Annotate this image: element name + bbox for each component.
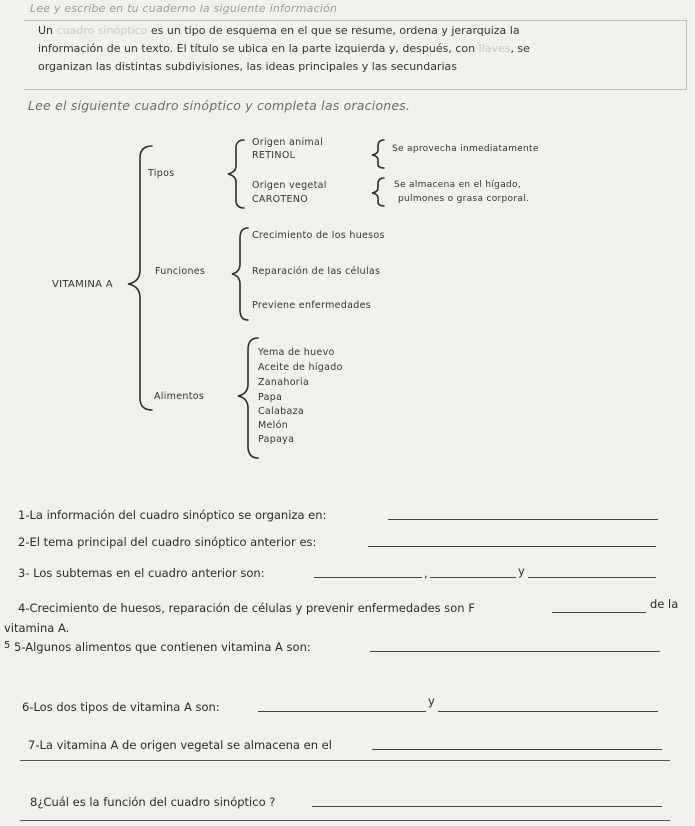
answer-3b-field[interactable] xyxy=(430,565,516,578)
alimento-item: Aceite de hígado xyxy=(258,362,343,373)
alimento-item: Zanahoria xyxy=(258,377,310,388)
tipos-label: Tipos xyxy=(148,168,175,179)
main-bracket xyxy=(128,146,152,410)
caroteno-note-1: Se almacena en el hígado, xyxy=(394,180,521,190)
question-5-text: 5-Algunos alimentos que contienen vitamina A son: xyxy=(14,640,311,654)
margin-mark: 5 xyxy=(4,640,11,651)
root-vitamina-a: VITAMINA A xyxy=(52,279,113,290)
alimento-item: Papa xyxy=(258,392,283,403)
alimentos-bracket xyxy=(238,338,258,458)
funciones-bracket xyxy=(232,228,248,320)
definition-lead: Un xyxy=(38,24,54,37)
retinol-label: RETINOL xyxy=(252,150,296,161)
alimento-item: Yema de huevo xyxy=(258,347,335,358)
funciones-label: Funciones xyxy=(155,266,206,277)
retinol-bracket xyxy=(372,140,384,168)
question-6-text: 6-Los dos tipos de vitamina A son: xyxy=(22,700,220,714)
answer-6b-field[interactable] xyxy=(438,699,658,712)
answer-3a-field[interactable] xyxy=(314,565,422,578)
question-1-text: 1-La información del cuadro sinóptico se organiza en: xyxy=(18,508,327,522)
question-2-text: 2-El tema principal del cuadro sinóptico anterior es: xyxy=(18,535,317,549)
tipos-bracket xyxy=(228,140,244,208)
question-1 xyxy=(18,508,326,522)
answer-1-field[interactable] xyxy=(388,507,658,520)
question-4-continued: vitamina A. xyxy=(4,621,70,635)
question-4-tail: de la xyxy=(650,597,679,611)
instruction-header: Lee y escribe en tu cuaderno la siguiente información xyxy=(30,2,338,15)
definition-line-3: organizan las distintas subdivisiones, las ideas principales y las secundarias xyxy=(38,60,457,73)
origen-animal-label: Origen animal xyxy=(252,137,324,148)
funcion-item: Reparación de las células xyxy=(252,266,381,277)
task-instruction: Lee el siguiente cuadro sinóptico y completa las oraciones. xyxy=(28,98,411,113)
caroteno-note-2: pulmones o grasa corporal. xyxy=(398,194,530,204)
retinol-note: Se aprovecha inmediatamente xyxy=(392,144,539,154)
caroteno-bracket xyxy=(372,178,384,206)
alimento-item: Melón xyxy=(258,420,289,431)
answer-5-field[interactable] xyxy=(370,639,660,652)
question-3-text: 3- Los subtemas en el cuadro anterior son: xyxy=(18,566,265,580)
question-7-text: 7-La vitamina A de origen vegetal se almacena en el xyxy=(28,738,332,752)
alimento-item: Papaya xyxy=(258,434,295,445)
definition-line2-start: información de un texto. El título se ubica en la parte izquierda y, después, con xyxy=(38,42,476,55)
funcion-item: Crecimiento de los huesos xyxy=(252,230,385,241)
definition-faded-term: cuadro sinóptico xyxy=(56,24,148,37)
answer-7-field[interactable] xyxy=(372,737,662,750)
question-4-text: 4-Crecimiento de huesos, reparación de células y prevenir enfermedades son F xyxy=(18,601,475,615)
question-8-text: 8¿Cuál es la función del cuadro sinóptico ? xyxy=(30,795,276,809)
answer-6a-field[interactable] xyxy=(258,699,426,712)
answer-7-extra-line[interactable] xyxy=(20,760,670,761)
question-6-sep: y xyxy=(428,694,435,708)
answer-4-field[interactable] xyxy=(552,600,646,613)
definition-line2-end: , se xyxy=(510,42,530,55)
funcion-item: Previene enfermedades xyxy=(252,300,371,311)
answer-3c-field[interactable] xyxy=(528,565,656,578)
alimentos-label: Alimentos xyxy=(154,391,205,402)
question-3-sep1: , xyxy=(424,566,428,580)
answer-8-field[interactable] xyxy=(312,794,662,807)
alimento-item: Calabaza xyxy=(258,406,304,417)
answer-2-field[interactable] xyxy=(368,534,656,547)
origen-vegetal-label: Origen vegetal xyxy=(252,180,327,191)
answer-8-extra-line[interactable] xyxy=(20,820,670,821)
definition-faded-word: llaves xyxy=(478,42,511,55)
question-3-sep2: y xyxy=(518,564,525,578)
caroteno-label: CAROTENO xyxy=(252,194,308,205)
definition-line1-rest: es un tipo de esquema en el que se resume, ordena y jerarquiza la xyxy=(150,24,520,37)
